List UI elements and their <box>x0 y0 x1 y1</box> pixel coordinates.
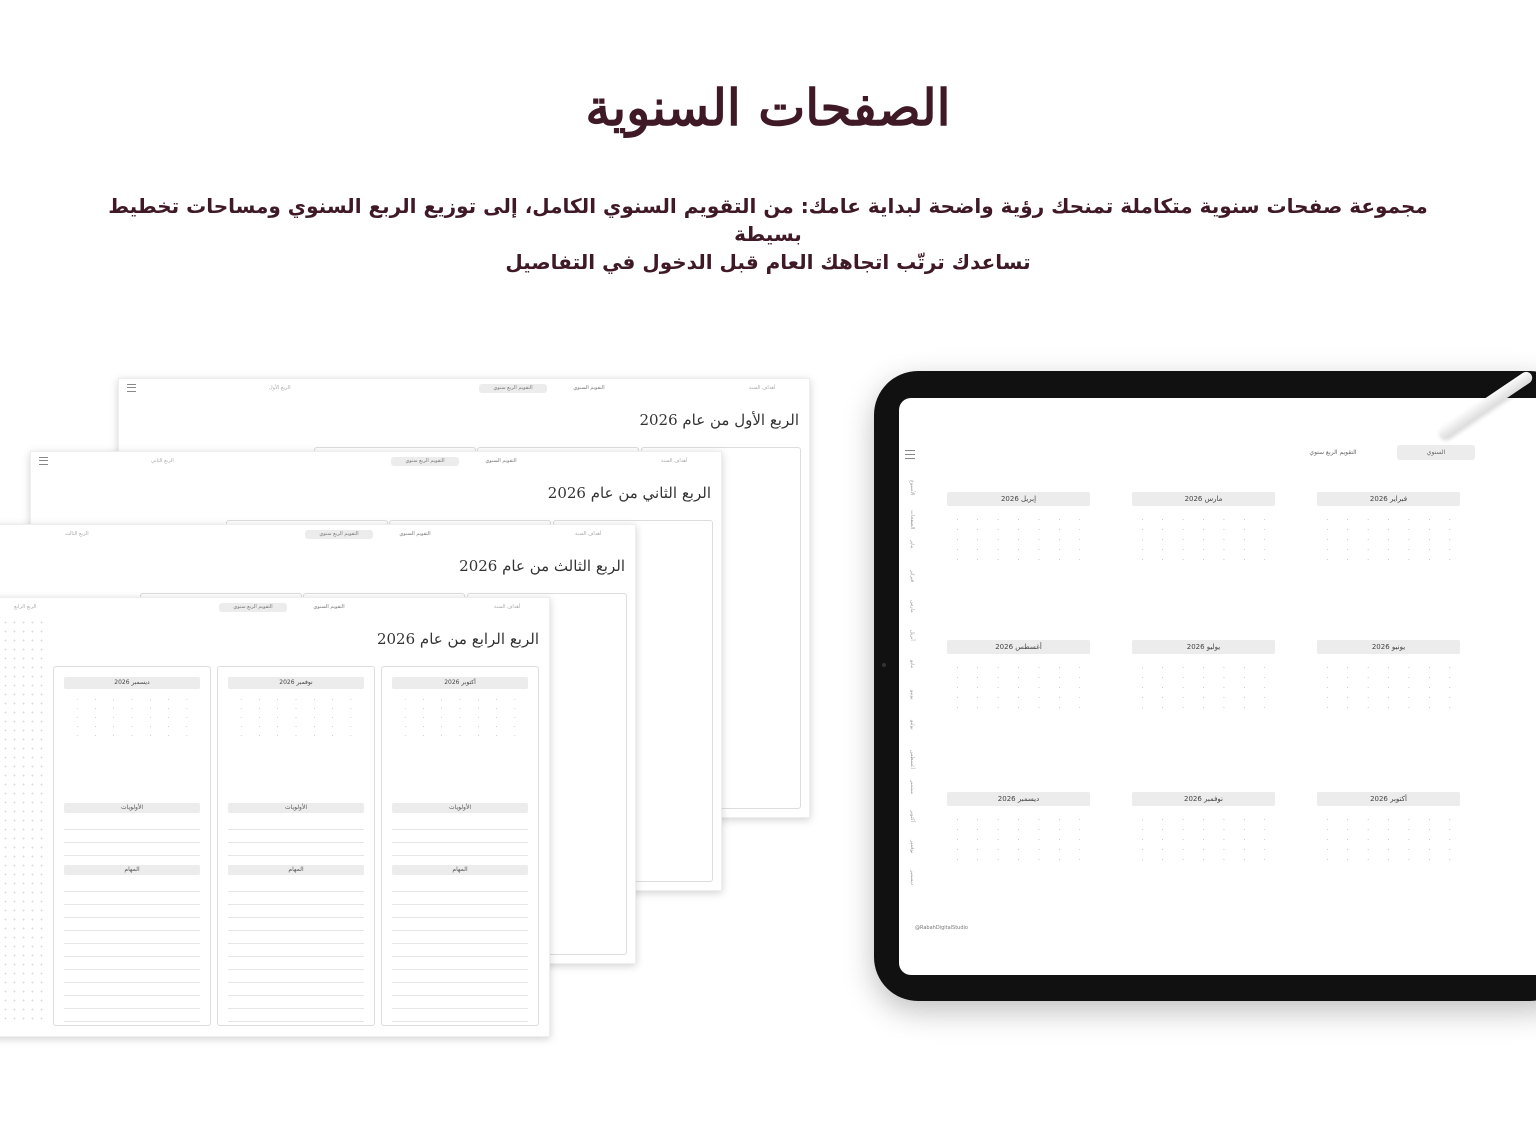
month-header: أكتوبر 2026 <box>392 677 528 689</box>
side-tab-12[interactable]: نوفمبر <box>909 840 915 854</box>
tablet-month-header: أكتوبر 2026 <box>1317 792 1460 806</box>
month-column-november <box>217 666 375 1026</box>
sheet-title: الربع الثالث من عام 2026 <box>459 557 625 575</box>
subtitle-line-1: مجموعة صفحات سنوية متكاملة تمنحك رؤية واضحة لبداية عامك: من التقويم السنوي الكامل، إلى توزيع الربع السنوي ومساحات تخطيط بسيطة <box>108 194 1428 246</box>
tasks-lines <box>392 879 528 1022</box>
tablet-month-days: · · · · · · · · · · · · · · · · · · · · · · · · · · · · · · · · · · · <box>1141 518 1266 563</box>
side-tab-4[interactable]: مارس <box>909 600 915 613</box>
side-tab-9[interactable]: أغسطس <box>909 750 915 769</box>
annual-tab[interactable]: التقويم السنوي <box>559 384 619 393</box>
sheet-header <box>0 598 549 616</box>
sheet-header <box>0 525 635 543</box>
tablet-month-days: · · · · · · · · · · · · · · · · · · · · · · · · · · · · · · · · · · · <box>1141 818 1266 863</box>
quarterly-tab[interactable]: التقويم الربع سنوي <box>479 384 547 393</box>
priorities-lines <box>228 817 364 856</box>
sheet-title: الربع الثاني من عام 2026 <box>547 484 711 502</box>
side-tab-6[interactable]: مايو <box>909 660 915 669</box>
side-tab-10[interactable]: سبتمبر <box>909 780 915 795</box>
sheet-q4 <box>0 597 550 1037</box>
month-grid: · · · · · · · · · · · · · · · · · · · · · · · · · · · · · · · · · · · <box>404 697 516 738</box>
tablet-month <box>1317 792 1460 863</box>
priorities-lines <box>64 817 200 856</box>
priorities-lines <box>392 817 528 856</box>
month-grid: · · · · · · · · · · · · · · · · · · · · · · · · · · · · · · · · · · · <box>76 697 188 738</box>
annual-tab[interactable]: التقويم السنوي <box>471 457 531 466</box>
tablet-month-days: · · · · · · · · · · · · · · · · · · · · · · · · · · · · · · · · · · · <box>1326 818 1451 863</box>
tablet-month-header: يوليو 2026 <box>1132 640 1275 654</box>
side-tab-3[interactable]: فبراير <box>909 570 915 583</box>
goals-tab[interactable]: أهداف السنة <box>575 531 602 537</box>
quarterly-tab[interactable]: التقويم الربع سنوي <box>305 530 373 539</box>
tasks-header: المهام <box>392 865 528 875</box>
tablet-month <box>1317 492 1460 563</box>
header-q1[interactable]: الربع الأول <box>269 385 291 391</box>
tablet-device <box>874 371 1536 1001</box>
tablet-month <box>947 792 1090 863</box>
dot-grid <box>1 618 49 1026</box>
tasks-header: المهام <box>64 865 200 875</box>
annual-tab[interactable]: التقويم السنوي <box>299 603 359 612</box>
tablet-month-days: · · · · · · · · · · · · · · · · · · · · · · · · · · · · · · · · · · · <box>956 666 1081 711</box>
menu-icon[interactable] <box>905 450 915 459</box>
tablet-month-days: · · · · · · · · · · · · · · · · · · · · · · · · · · · · · · · · · · · <box>956 818 1081 863</box>
tablet-month-header: مارس 2026 <box>1132 492 1275 506</box>
sheet-title: الربع الأول من عام 2026 <box>639 411 799 429</box>
goals-tab[interactable]: أهداف السنة <box>494 604 521 610</box>
header-q4[interactable]: الربع الرابع <box>14 604 37 610</box>
menu-icon[interactable] <box>39 457 48 465</box>
subtitle-line-2: تساعدك ترتّب اتجاهك العام قبل الدخول في التفاصيل <box>505 250 1031 274</box>
priorities-header: الأولويات <box>392 803 528 813</box>
tablet-month <box>947 492 1090 563</box>
month-header: ديسمبر 2026 <box>64 677 200 689</box>
quarterly-tab[interactable]: التقويم الربع سنوي <box>391 457 459 466</box>
page-title: الصفحات السنوية <box>585 78 951 137</box>
tablet-month <box>947 640 1090 711</box>
tablet-month-header: إبريل 2026 <box>947 492 1090 506</box>
tablet-month-header: نوفمبر 2026 <box>1132 792 1275 806</box>
month-grid: · · · · · · · · · · · · · · · · · · · · · · · · · · · · · · · · · · · <box>240 697 352 738</box>
annual-tab[interactable]: التقويم السنوي <box>385 530 445 539</box>
month-header: نوفمبر 2026 <box>228 677 364 689</box>
side-tab-2[interactable]: يناير <box>909 540 915 549</box>
annual-tab[interactable]: السنوي <box>1397 445 1475 460</box>
goals-tab[interactable]: أهداف السنة <box>749 385 776 391</box>
tablet-screen <box>899 398 1536 975</box>
tablet-month <box>1132 492 1275 563</box>
tablet-month-days: · · · · · · · · · · · · · · · · · · · · · · · · · · · · · · · · · · · <box>1141 666 1266 711</box>
header-q3[interactable]: الربع الثالث <box>65 531 89 537</box>
tablet-month-header: ديسمبر 2026 <box>947 792 1090 806</box>
side-tab-5[interactable]: أبريل <box>909 630 915 641</box>
tablet-month <box>1132 640 1275 711</box>
sheet-header <box>119 379 809 397</box>
priorities-header: الأولويات <box>228 803 364 813</box>
side-tab-0[interactable]: الأسبوع <box>909 480 915 496</box>
tasks-lines <box>228 879 364 1022</box>
page-subtitle <box>100 192 1436 276</box>
tablet-month-header: يونيو 2026 <box>1317 640 1460 654</box>
quarterly-tab[interactable]: التقويم الربع سنوي <box>219 603 287 612</box>
credit-text: @RabahDigitalStudio <box>915 925 968 931</box>
sheet-header <box>31 452 721 470</box>
sheet-title: الربع الرابع من عام 2026 <box>376 630 539 648</box>
side-tab-8[interactable]: يوليو <box>909 720 915 730</box>
side-tab-7[interactable]: يونيو <box>909 690 915 700</box>
tablet-month <box>1317 640 1460 711</box>
month-column-december <box>53 666 211 1026</box>
tablet-month-header: فبراير 2026 <box>1317 492 1460 506</box>
tablet-month <box>1132 792 1275 863</box>
side-tab-11[interactable]: أكتوبر <box>909 810 915 823</box>
quarterly-tab[interactable]: التقويم الربع سنوي <box>1297 445 1369 460</box>
tablet-month-header: أغسطس 2026 <box>947 640 1090 654</box>
tasks-header: المهام <box>228 865 364 875</box>
tablet-month-days: · · · · · · · · · · · · · · · · · · · · · · · · · · · · · · · · · · · <box>1326 518 1451 563</box>
goals-tab[interactable]: أهداف السنة <box>661 458 688 464</box>
month-column-october <box>381 666 539 1026</box>
side-tab-13[interactable]: ديسمبر <box>909 870 915 886</box>
camera-icon <box>882 663 886 667</box>
side-tab-1[interactable]: الصفحات <box>909 510 915 530</box>
tasks-lines <box>64 879 200 1022</box>
menu-icon[interactable] <box>127 384 136 392</box>
priorities-header: الأولويات <box>64 803 200 813</box>
tablet-month-days: · · · · · · · · · · · · · · · · · · · · · · · · · · · · · · · · · · · <box>1326 666 1451 711</box>
header-q2[interactable]: الربع الثاني <box>151 458 174 464</box>
tablet-month-days: · · · · · · · · · · · · · · · · · · · · · · · · · · · · · · · · · · · <box>956 518 1081 563</box>
